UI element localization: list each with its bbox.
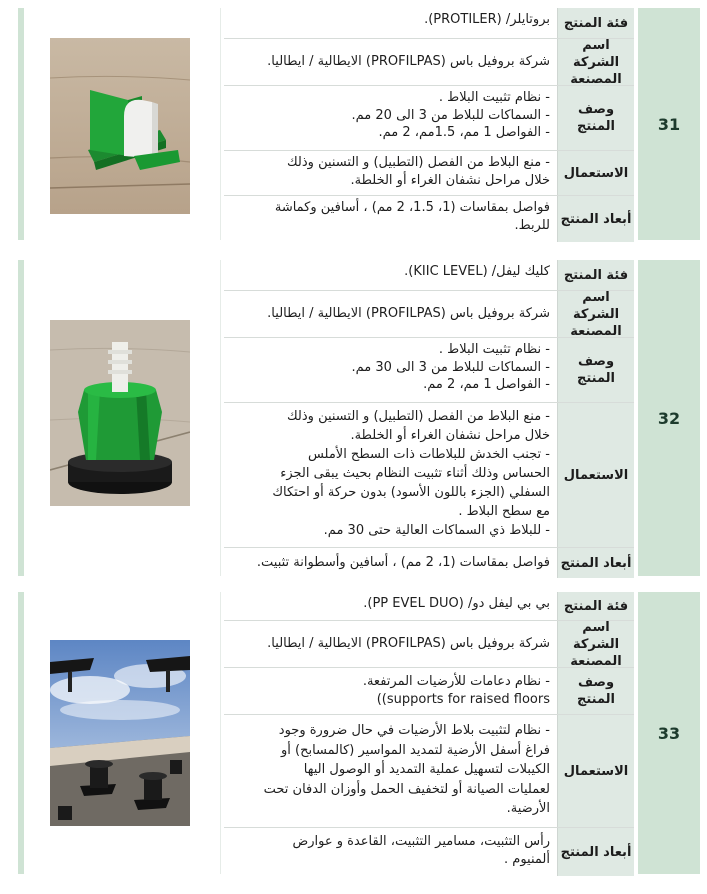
description-line: - نظام تثبيت البلاط . [438, 342, 550, 357]
dimensions-line: ألمنيوم . [504, 851, 550, 867]
usage-label: الاستعمال [557, 151, 634, 195]
product-image-tile-clip [50, 38, 190, 214]
product-image-raised-floor [50, 640, 190, 826]
dimensions-line: فواصل بمقاسات (1، 2 مم) ، أسافين وأسطوانة تثبيت. [256, 555, 550, 570]
usage-line: - منع البلاط من الفصل (التطبيل) و التسنين وذلك [286, 155, 550, 170]
usage-line: - تجنب الخدش للبلاطات ذات السطح الأملس [307, 447, 550, 462]
description-line: - السماكات للبلاط من 3 الى 20 مم. [351, 107, 550, 123]
product-details-table [224, 260, 634, 578]
row-usage [224, 715, 634, 828]
usage-line: مع سطح البلاط . [458, 504, 550, 519]
manufacturer-label: اسم الشركة المصنعة [557, 291, 634, 337]
category-value: بي بي ليفل دو/ (PP EVEL DUO). [363, 596, 550, 611]
dimensions-label: أبعاد المنتج [557, 196, 634, 242]
row-dimensions [224, 196, 634, 242]
product-number: 31 [638, 8, 700, 240]
usage-line: فراغ أسفل الأرضية لتمديد المواسير (كالمسابح) أو [280, 742, 550, 758]
category-label: فئة المنتج [557, 260, 634, 290]
usage-label: الاستعمال [557, 715, 634, 827]
description-label: وصف المنتج [557, 338, 634, 402]
description-line: - نظام تثبيت البلاط . [438, 90, 550, 105]
manufacturer-label: اسم الشركة المصنعة [557, 621, 634, 667]
manufacturer-value: شركة بروفيل باس (PROFILPAS) الايطالية / ايطاليا. [267, 636, 550, 652]
usage-line: - نظام لتثبيت بلاط الأرضيات في حال ضرورة وجود [278, 723, 550, 738]
manufacturer-value: شركة بروفيل باس (PROFILPAS) الايطالية / ايطاليا. [267, 306, 550, 322]
usage-line: - منع البلاط من الفصل (التطبيل) و التسنين وذلك [286, 409, 550, 424]
usage-label: الاستعمال [557, 403, 634, 547]
description-line: - السماكات للبلاط من 3 الى 30 مم. [351, 359, 550, 375]
product-image-cell [24, 8, 221, 240]
dimensions-line: فواصل بمقاسات (1، 1.5، 2 مم) ، أسافين وكماشة [274, 200, 550, 215]
product-image-cell [24, 260, 221, 576]
product-number: 32 [638, 260, 700, 576]
category-label: فئة المنتج [557, 8, 634, 38]
row-manufacturer [224, 291, 634, 338]
row-category [224, 592, 634, 621]
description-line: - الفواصل 1 مم، 1.5مم، 2 مم. [378, 125, 550, 140]
dimensions-line: للربط. [514, 217, 550, 233]
row-usage [224, 151, 634, 196]
description-label: وصف المنتج [557, 668, 634, 714]
row-category [224, 8, 634, 39]
usage-line: لعمليات الصيانة أو لتخفيف الحمل وأوزان الدفان تحت [263, 781, 550, 797]
category-value: بروتايلر/ (PROTILER). [424, 12, 550, 27]
row-dimensions [224, 828, 634, 876]
product-number: 33 [638, 592, 700, 874]
category-label: فئة المنتج [557, 592, 634, 620]
row-manufacturer [224, 39, 634, 86]
usage-line: الحساس وذلك أثناء تثبيت النظام بحيث يبقى الجزء [280, 466, 550, 481]
row-description [224, 338, 634, 403]
description-label: وصف المنتج [557, 86, 634, 150]
manufacturer-label: اسم الشركة المصنعة [557, 39, 634, 85]
row-description [224, 86, 634, 151]
product-image-cell [24, 592, 221, 874]
row-usage [224, 403, 634, 548]
row-description [224, 668, 634, 715]
product-details-table [224, 8, 634, 242]
row-category [224, 260, 634, 291]
usage-line: خلال مراحل نشفان الغراء أو الخلطة. [350, 428, 550, 443]
usage-line: - للبلاط ذي السماكات العالية حتى 30 مم. [323, 523, 550, 538]
dimensions-line: رأس التثبيت، مسامير التثبيت، القاعدة و عوارض [292, 834, 550, 849]
description-line: - الفواصل 1 مم، 2 مم. [423, 377, 550, 392]
product-image-leveling-cylinder [50, 320, 190, 506]
dimensions-label: أبعاد المنتج [557, 548, 634, 578]
row-dimensions [224, 548, 634, 578]
product-details-table [224, 592, 634, 876]
row-manufacturer [224, 621, 634, 668]
usage-line: خلال مراحل نشفان الغراء أو الخلطة. [350, 172, 550, 188]
category-value: كليك ليفل/ (KIIC LEVEL). [404, 264, 550, 279]
product-block-32 [18, 260, 700, 576]
description-line: - نظام دعامات للأرضيات المرتفعة. [362, 674, 550, 689]
usage-line: الكيبلات لتسهيل عملية التمديد أو الوصول اليها [303, 762, 550, 777]
dimensions-label: أبعاد المنتج [557, 828, 634, 876]
product-block-31 [18, 8, 700, 240]
usage-line: الأرضية. [506, 801, 550, 816]
product-block-33 [18, 592, 700, 874]
manufacturer-value: شركة بروفيل باس (PROFILPAS) الايطالية / ايطاليا. [267, 54, 550, 70]
usage-line: السفلي (الجزء باللون الأسود) بدون حركة أو احتكاك [272, 485, 550, 500]
description-line: supports for raised floors)) [376, 691, 550, 707]
